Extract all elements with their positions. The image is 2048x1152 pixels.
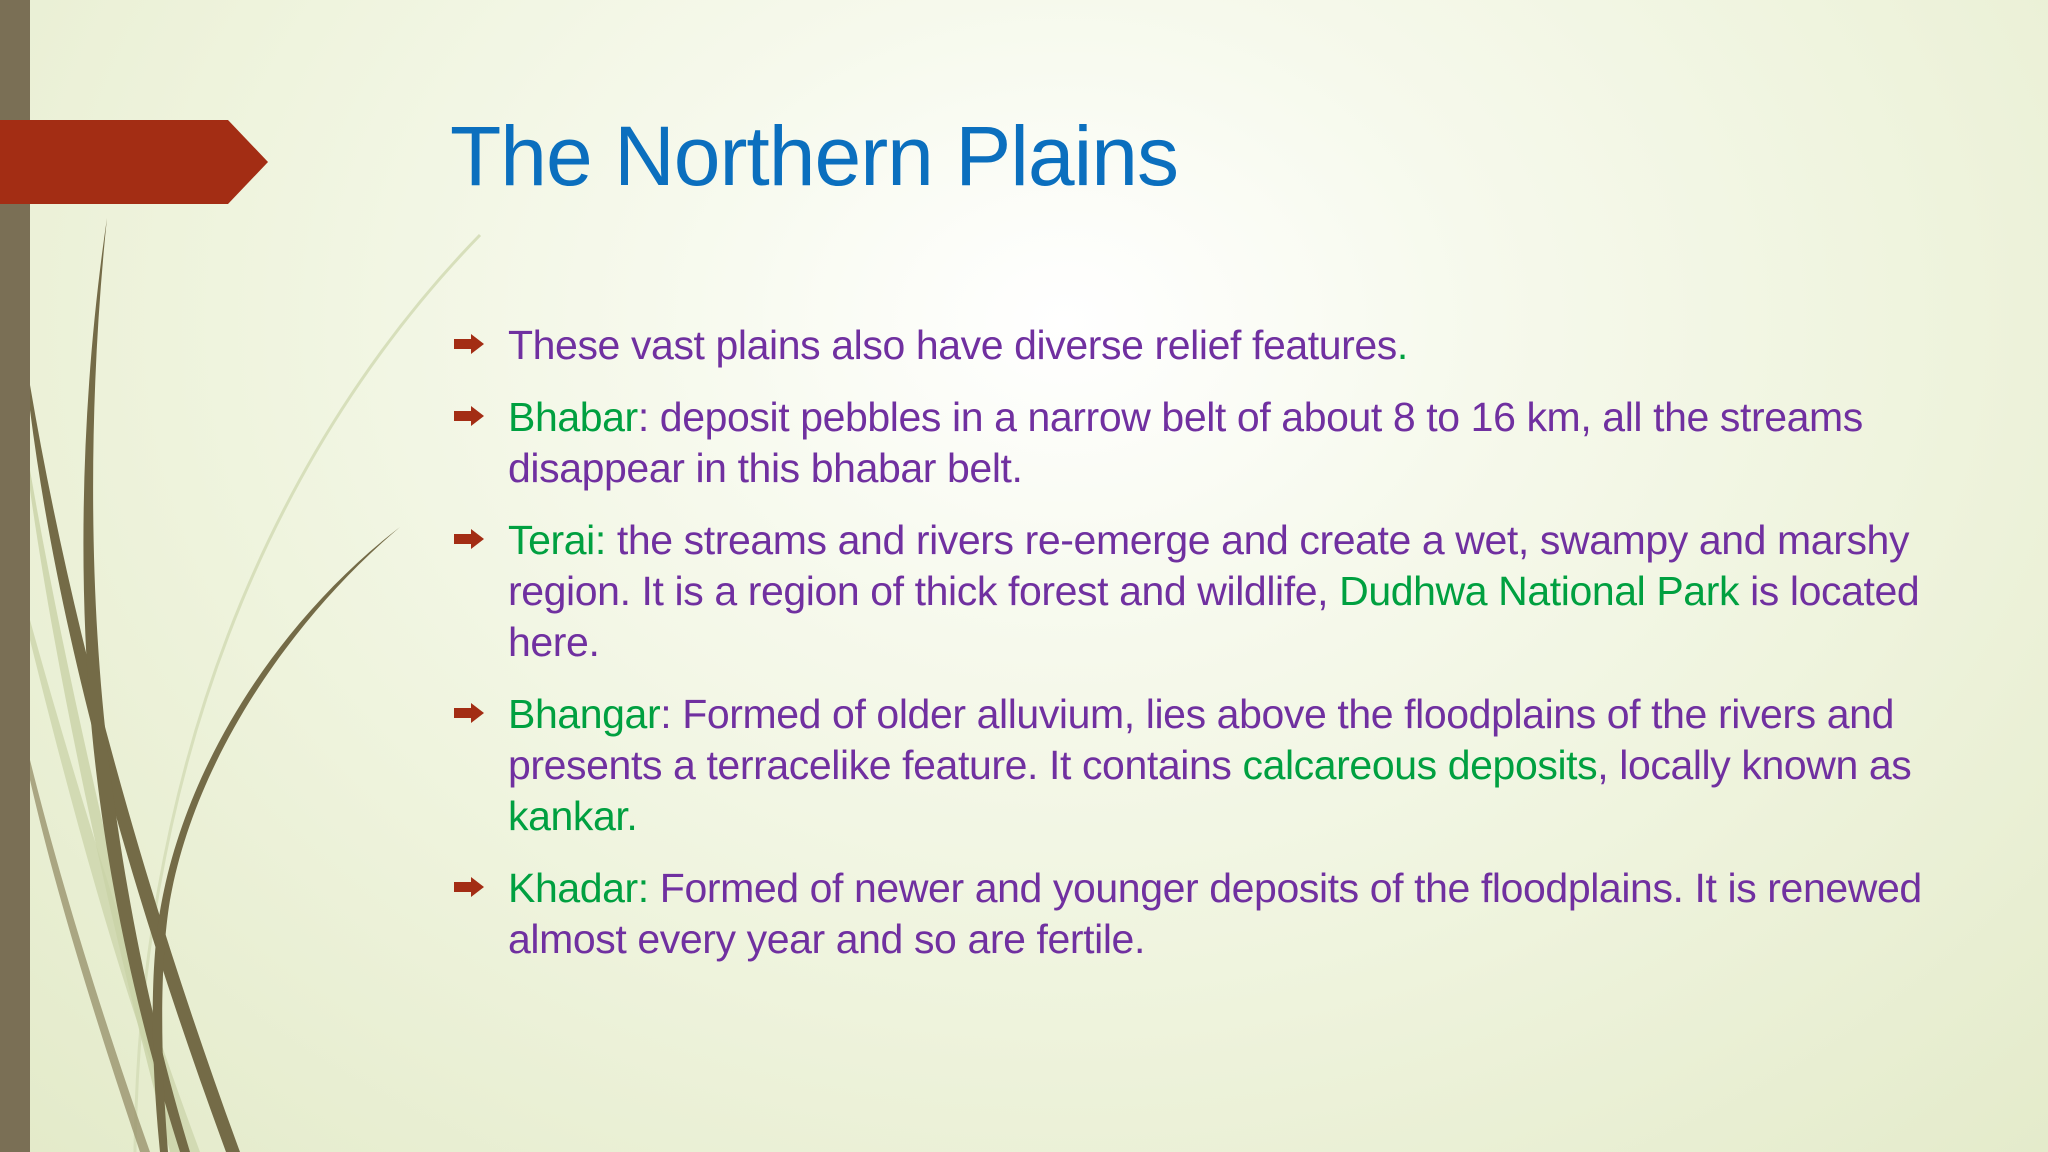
bullet-item — [452, 320, 1922, 371]
highlight-dudhwa: Dudhwa National Park — [1339, 568, 1740, 614]
bullet-text: These vast plains also have diverse relief features — [508, 322, 1397, 368]
right-arrow-icon — [452, 333, 486, 355]
bullet-text: Formed of newer and younger deposits of the floodplains. It is renewed almost every year and so are fertile. — [508, 865, 1922, 962]
term-khadar: Khadar: — [508, 865, 660, 911]
bullet-text: : Formed of older alluvium, lies above the floodplains of the rivers and presents a terracelike feature. It contains — [508, 691, 1894, 788]
right-arrow-icon — [452, 528, 486, 550]
bullet-text: the streams and rivers re-emerge and create a wet, swampy and marshy region. It is a region of thick forest and wildlife, — [508, 517, 1910, 614]
term-bhabar: Bhabar — [508, 394, 638, 440]
bullet-item — [452, 515, 1922, 668]
bullet-list — [452, 320, 1922, 986]
bullet-text: , locally known as — [1597, 742, 1912, 788]
term-bhangar: Bhangar — [508, 691, 661, 737]
bullet-text: is located here. — [508, 568, 1920, 665]
highlight-calcareous: calcareous deposits — [1242, 742, 1598, 788]
slide-title: The Northern Plains — [450, 109, 1179, 203]
bullet-item — [452, 392, 1922, 494]
bullet-text: : deposit pebbles in a narrow belt of about 8 to 16 km, all the streams disappear in this bhabar belt. — [508, 394, 1863, 491]
bullet-item — [452, 863, 1922, 965]
bullet-item — [452, 689, 1922, 842]
right-arrow-icon — [452, 405, 486, 427]
right-arrow-icon — [452, 876, 486, 898]
term-terai: Terai: — [508, 517, 617, 563]
bullet-text-period: . — [1396, 322, 1408, 368]
right-arrow-icon — [452, 702, 486, 724]
title-arrow-banner — [0, 120, 268, 204]
highlight-kankar: kankar. — [508, 793, 638, 839]
